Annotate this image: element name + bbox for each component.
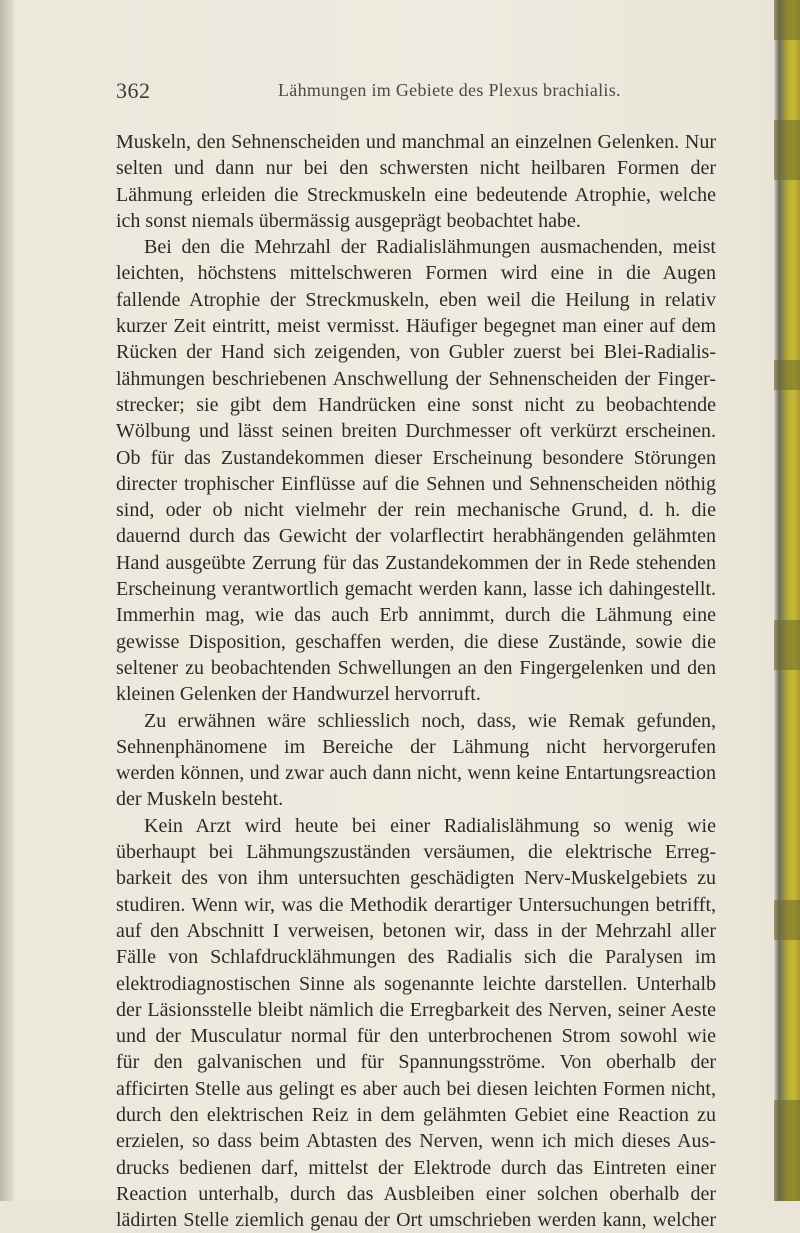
- text-line: Sehnenphänomene im Bereiche der Lähmung nicht hervorgerufen: [116, 735, 716, 758]
- text-line: Lähmung erleiden die Streckmuskeln eine bedeutende Atrophie, welche: [116, 183, 716, 206]
- text-line: kleinen Gelenken der Handwurzel hervorruft.: [116, 683, 481, 706]
- text-line: gewisse Disposition, geschaffen werden, die diese Zustände, sowie die: [116, 630, 716, 653]
- text-line: selten und dann nur bei den schwersten nicht heilbaren Formen der: [116, 157, 716, 180]
- text-line: Fälle von Schlafdrucklähmungen des Radialis sich die Paralysen im: [116, 946, 716, 969]
- text-line: drucks bedienen darf, mittelst der Elektrode durch das Eintreten einer: [116, 1156, 716, 1179]
- body-text: [116, 129, 716, 1233]
- text-line: überhaupt bei Lähmungszuständen versäumen, die elektrische Erreg-: [116, 841, 716, 864]
- text-line: Kein Arzt wird heute bei einer Radialislähmung so wenig wie: [144, 814, 716, 837]
- text-line: Zu erwähnen wäre schliesslich noch, dass, wie Remak gefunden,: [144, 709, 716, 732]
- text-line: Wölbung und lässt seinen breiten Durchmesser oft verkürzt erscheinen.: [116, 420, 716, 443]
- binding-shadow: [0, 0, 14, 1201]
- page-number: 362: [116, 78, 151, 103]
- text-line: barkeit des von ihm untersuchten geschädigten Nerv-Muskelgebiets zu: [116, 867, 716, 890]
- text-line: leichten, höchstens mittelschweren Formen wird eine in die Augen: [116, 262, 716, 285]
- text-line: auf den Abschnitt I verweisen, betonen wir, dass in der Mehrzahl aller: [116, 919, 716, 942]
- page-edge: [774, 0, 800, 1201]
- text-line: dauernd durch das Gewicht der volarflectirt herabhängenden gelähmten: [116, 525, 716, 548]
- text-line: ich sonst niemals übermässig ausgeprägt beobachtet habe.: [116, 209, 581, 232]
- text-line: strecker; sie gibt dem Handrücken eine sonst nicht zu beobachtende: [116, 393, 716, 416]
- text-line: durch den elektrischen Reiz in dem gelähmten Gebiet eine Reaction zu: [116, 1103, 716, 1126]
- text-line: lähmungen beschriebenen Anschwellung der Sehnenscheiden der Finger-: [116, 367, 716, 390]
- text-line: lädirten Stelle ziemlich genau der Ort umschrieben werden kann, welcher: [116, 1209, 716, 1232]
- text-line: der Läsionsstelle bleibt nämlich die Erregbarkeit des Nerven, seiner Aeste: [116, 998, 716, 1021]
- text-line: elektrodiagnostischen Sinne als sogenannte leichte darstellen. Unterhalb: [116, 972, 716, 995]
- text-line: für den galvanischen und für Spannungsströme. Von oberhalb der: [116, 1051, 716, 1074]
- text-line: kurzer Zeit eintritt, meist vermisst. Häufiger begegnet man einer auf dem: [116, 315, 716, 338]
- page-header: [116, 78, 716, 102]
- text-line: Reaction unterhalb, durch das Ausbleiben einer solchen oberhalb der: [116, 1182, 716, 1205]
- text-line: Immerhin mag, wie das auch Erb annimmt, durch die Lähmung eine: [116, 604, 716, 627]
- text-line: Rücken der Hand sich zeigenden, von Gubler zuerst bei Blei-Radialis-: [116, 341, 716, 364]
- text-line: seltener zu beobachtenden Schwellungen an den Fingergelenken und den: [116, 656, 716, 679]
- text-line: Muskeln, den Sehnenscheiden und manchmal an einzelnen Gelenken. Nur: [116, 131, 716, 153]
- text-line: fallende Atrophie der Streckmuskeln, eben weil die Heilung in relativ: [116, 288, 716, 311]
- text-line: sind, oder ob nicht vielmehr der rein mechanische Grund, d. h. die: [116, 499, 716, 522]
- text-line: werden können, und zwar auch dann nicht, wenn keine Entartungsreaction: [116, 762, 716, 785]
- text-line: Erscheinung verantwortlich gemacht werden kann, lasse ich dahingestellt.: [116, 578, 716, 601]
- text-line: Hand ausgeübte Zerrung für das Zustandekommen der in Rede stehenden: [116, 551, 716, 574]
- text-line: und der Musculatur normal für den unterbrochenen Strom sowohl wie: [116, 1025, 716, 1048]
- text-line: erzielen, so dass beim Abtasten des Nerven, wenn ich mich dieses Aus-: [116, 1130, 716, 1153]
- text-line: studiren. Wenn wir, was die Methodik derartiger Untersuchungen betrifft,: [116, 893, 716, 916]
- running-title: Lähmungen im Gebiete des Plexus brachialis.: [278, 80, 621, 100]
- text-line: Bei den die Mehrzahl der Radialislähmungen ausmachenden, meist: [144, 236, 716, 259]
- text-line: Ob für das Zustandekommen dieser Erscheinung besondere Störungen: [116, 446, 716, 469]
- text-line: directer trophischer Einflüsse auf die Sehnen und Sehnenscheiden nöthig: [116, 472, 716, 495]
- text-line: afficirten Stelle aus gelingt es aber auch bei diesen leichten Formen nicht,: [116, 1077, 716, 1100]
- text-line: der Muskeln besteht.: [116, 788, 284, 811]
